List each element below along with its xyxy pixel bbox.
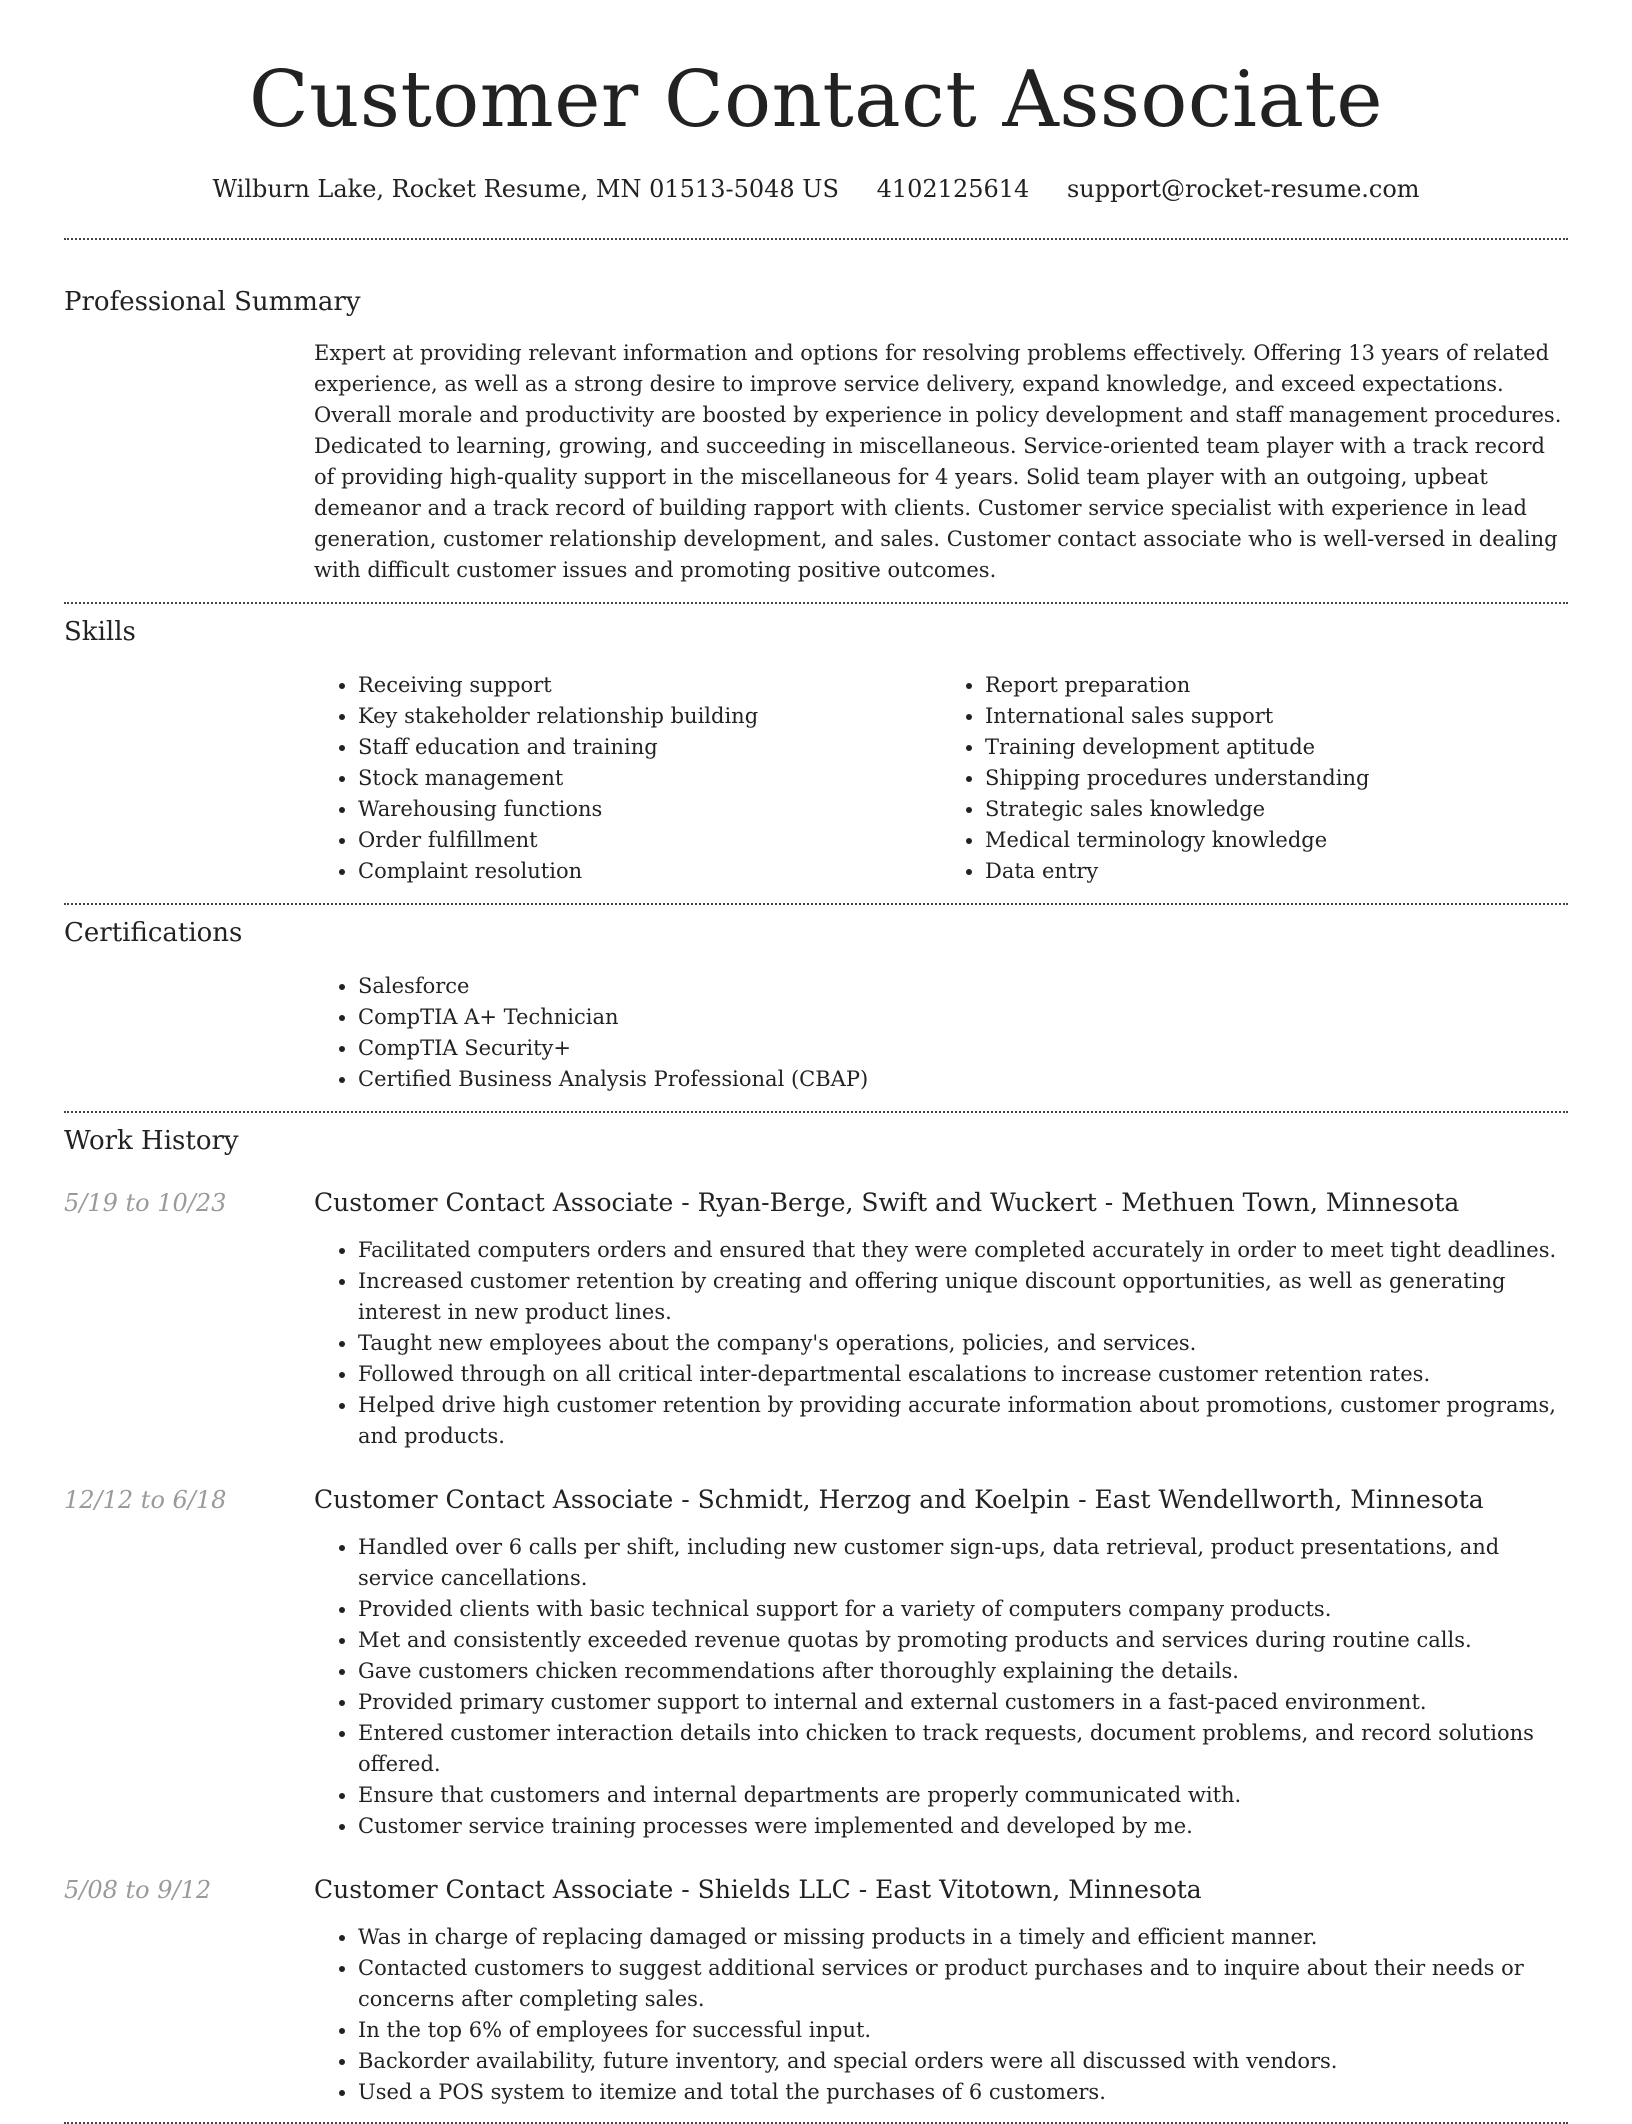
- list-item: • Increased customer retention by creating and offering unique discount opportunities, as well as generating interest in new product lines.: [358, 1266, 1568, 1328]
- skills-list-right: [941, 670, 1568, 887]
- list-item: • International sales support: [985, 701, 1568, 732]
- job-entry: [64, 1484, 1568, 1842]
- contact-address: Wilburn Lake, Rocket Resume, MN 01513-5048 US: [212, 175, 839, 203]
- list-item: • CompTIA A+ Technician: [358, 1002, 1568, 1033]
- list-item: • Training development aptitude: [985, 732, 1568, 763]
- section-title-summary: Professional Summary: [64, 287, 361, 317]
- job-header: [64, 1874, 1568, 1906]
- job-bullets: [314, 1532, 1568, 1842]
- section-divider: [64, 602, 1568, 604]
- certifications-list: [314, 971, 1568, 1095]
- list-item: • Ensure that customers and internal departments are properly communicated with.: [358, 1780, 1568, 1811]
- job-header: [64, 1484, 1568, 1516]
- summary-text: Expert at providing relevant information and options for resolving problems effectively. Offering 13 years of related experience, as well as a strong desire to improve service delivery, expand knowledge, and exceed expectations. Overall morale and productivity are boosted by experience in policy development and staff management procedures. Dedicated to learning, growing, and succeeding in miscellaneous. Service-oriented team player with a track record of providing high-quality support in the miscellaneous for 4 years. Solid team player with an outgoing, upbeat demeanor and a track record of building rapport with clients. Customer service specialist with experience in lead generation, customer relationship development, and sales. Customer contact associate who is well-versed in dealing with difficult customer issues and promoting positive outcomes.: [314, 341, 1562, 582]
- list-item: • Certified Business Analysis Professional (CBAP): [358, 1064, 1568, 1095]
- list-item: • Strategic sales knowledge: [985, 794, 1568, 825]
- section-title-skills: Skills: [64, 617, 136, 647]
- list-item: • Helped drive high customer retention by providing accurate information about promotions, customer programs, and products.: [358, 1390, 1568, 1452]
- job-title: Customer Contact Associate - Ryan-Berge, Swift and Wuckert - Methuen Town, Minnesota: [314, 1188, 1460, 1217]
- list-item: • Backorder availability, future inventory, and special orders were all discussed with vendors.: [358, 2046, 1568, 2077]
- list-item: • Data entry: [985, 856, 1568, 887]
- section-title-certifications: Certifications: [64, 918, 243, 948]
- list-item: • Provided clients with basic technical support for a variety of computers company products.: [358, 1594, 1568, 1625]
- list-item: • CompTIA Security+: [358, 1033, 1568, 1064]
- list-item: • Entered customer interaction details into chicken to track requests, document problems, and record solutions offered.: [358, 1718, 1568, 1780]
- list-item: • Medical terminology knowledge: [985, 825, 1568, 856]
- section-divider: [64, 903, 1568, 905]
- job-title: Customer Contact Associate - Schmidt, Herzog and Koelpin - East Wendellworth, Minnesota: [314, 1485, 1484, 1514]
- list-item: • Facilitated computers orders and ensured that they were completed accurately in order to meet tight deadlines.: [358, 1235, 1568, 1266]
- list-item: • Complaint resolution: [358, 856, 941, 887]
- contact-email: support@rocket-resume.com: [1066, 175, 1420, 203]
- list-item: • Receiving support: [358, 670, 941, 701]
- list-item: • Followed through on all critical inter-departmental escalations to increase customer retention rates.: [358, 1359, 1568, 1390]
- job-bullets: [314, 1922, 1568, 2108]
- list-item: • Used a POS system to itemize and total the purchases of 6 customers.: [358, 2077, 1568, 2108]
- job-title: Customer Contact Associate - Shields LLC - East Vitotown, Minnesota: [314, 1875, 1202, 1904]
- job-bullets: [314, 1235, 1568, 1452]
- job-dates: 12/12 to 6/18: [64, 1486, 227, 1514]
- certifications-section: [64, 917, 1568, 1095]
- section-divider: [64, 238, 1568, 240]
- skills-columns: [314, 670, 1568, 887]
- job-entry: [64, 1874, 1568, 2108]
- skills-list-left: [314, 670, 941, 887]
- list-item: • Staff education and training: [358, 732, 941, 763]
- list-item: • Salesforce: [358, 971, 1568, 1002]
- list-item: • Customer service training processes were implemented and developed by me.: [358, 1811, 1568, 1842]
- list-item: • In the top 6% of employees for successful input.: [358, 2015, 1568, 2046]
- list-item: • Order fulfillment: [358, 825, 941, 856]
- list-item: • Warehousing functions: [358, 794, 941, 825]
- job-entry: [64, 1187, 1568, 1452]
- skills-section: [64, 616, 1568, 887]
- list-item: • Met and consistently exceeded revenue quotas by promoting products and services during routine calls.: [358, 1625, 1568, 1656]
- section-divider: [64, 1111, 1568, 1113]
- certifications-block: [314, 971, 1568, 1095]
- job-dates: 5/08 to 9/12: [64, 1876, 212, 1904]
- summary-section: [64, 286, 1568, 586]
- list-item: • Contacted customers to suggest additional services or product purchases and to inquire about their needs or concerns after completing sales.: [358, 1953, 1568, 2015]
- list-item: • Taught new employees about the company's operations, policies, and services.: [358, 1328, 1568, 1359]
- list-item: • Provided primary customer support to internal and external customers in a fast-paced environment.: [358, 1687, 1568, 1718]
- job-dates: 5/19 to 10/23: [64, 1189, 227, 1217]
- list-item: • Stock management: [358, 763, 941, 794]
- job-details: [314, 1235, 1568, 1452]
- list-item: • Shipping procedures understanding: [985, 763, 1568, 794]
- job-details: [314, 1532, 1568, 1842]
- work-history-section: [64, 1125, 1568, 2108]
- list-item: • Was in charge of replacing damaged or missing products in a timely and efficient manner.: [358, 1922, 1568, 1953]
- job-header: [64, 1187, 1568, 1219]
- list-item: • Key stakeholder relationship building: [358, 701, 941, 732]
- list-item: • Report preparation: [985, 670, 1568, 701]
- candidate-name: Customer Contact Associate: [249, 55, 1383, 145]
- job-details: [314, 1922, 1568, 2108]
- list-item: • Gave customers chicken recommendations after thoroughly explaining the details.: [358, 1656, 1568, 1687]
- contact-line: [64, 174, 1568, 204]
- list-item: • Handled over 6 calls per shift, including new customer sign-ups, data retrieval, product presentations, and service cancellations.: [358, 1532, 1568, 1594]
- jobs-container: [64, 1187, 1568, 2108]
- section-title-work-history: Work History: [64, 1126, 239, 1156]
- contact-phone: 4102125614: [876, 175, 1030, 203]
